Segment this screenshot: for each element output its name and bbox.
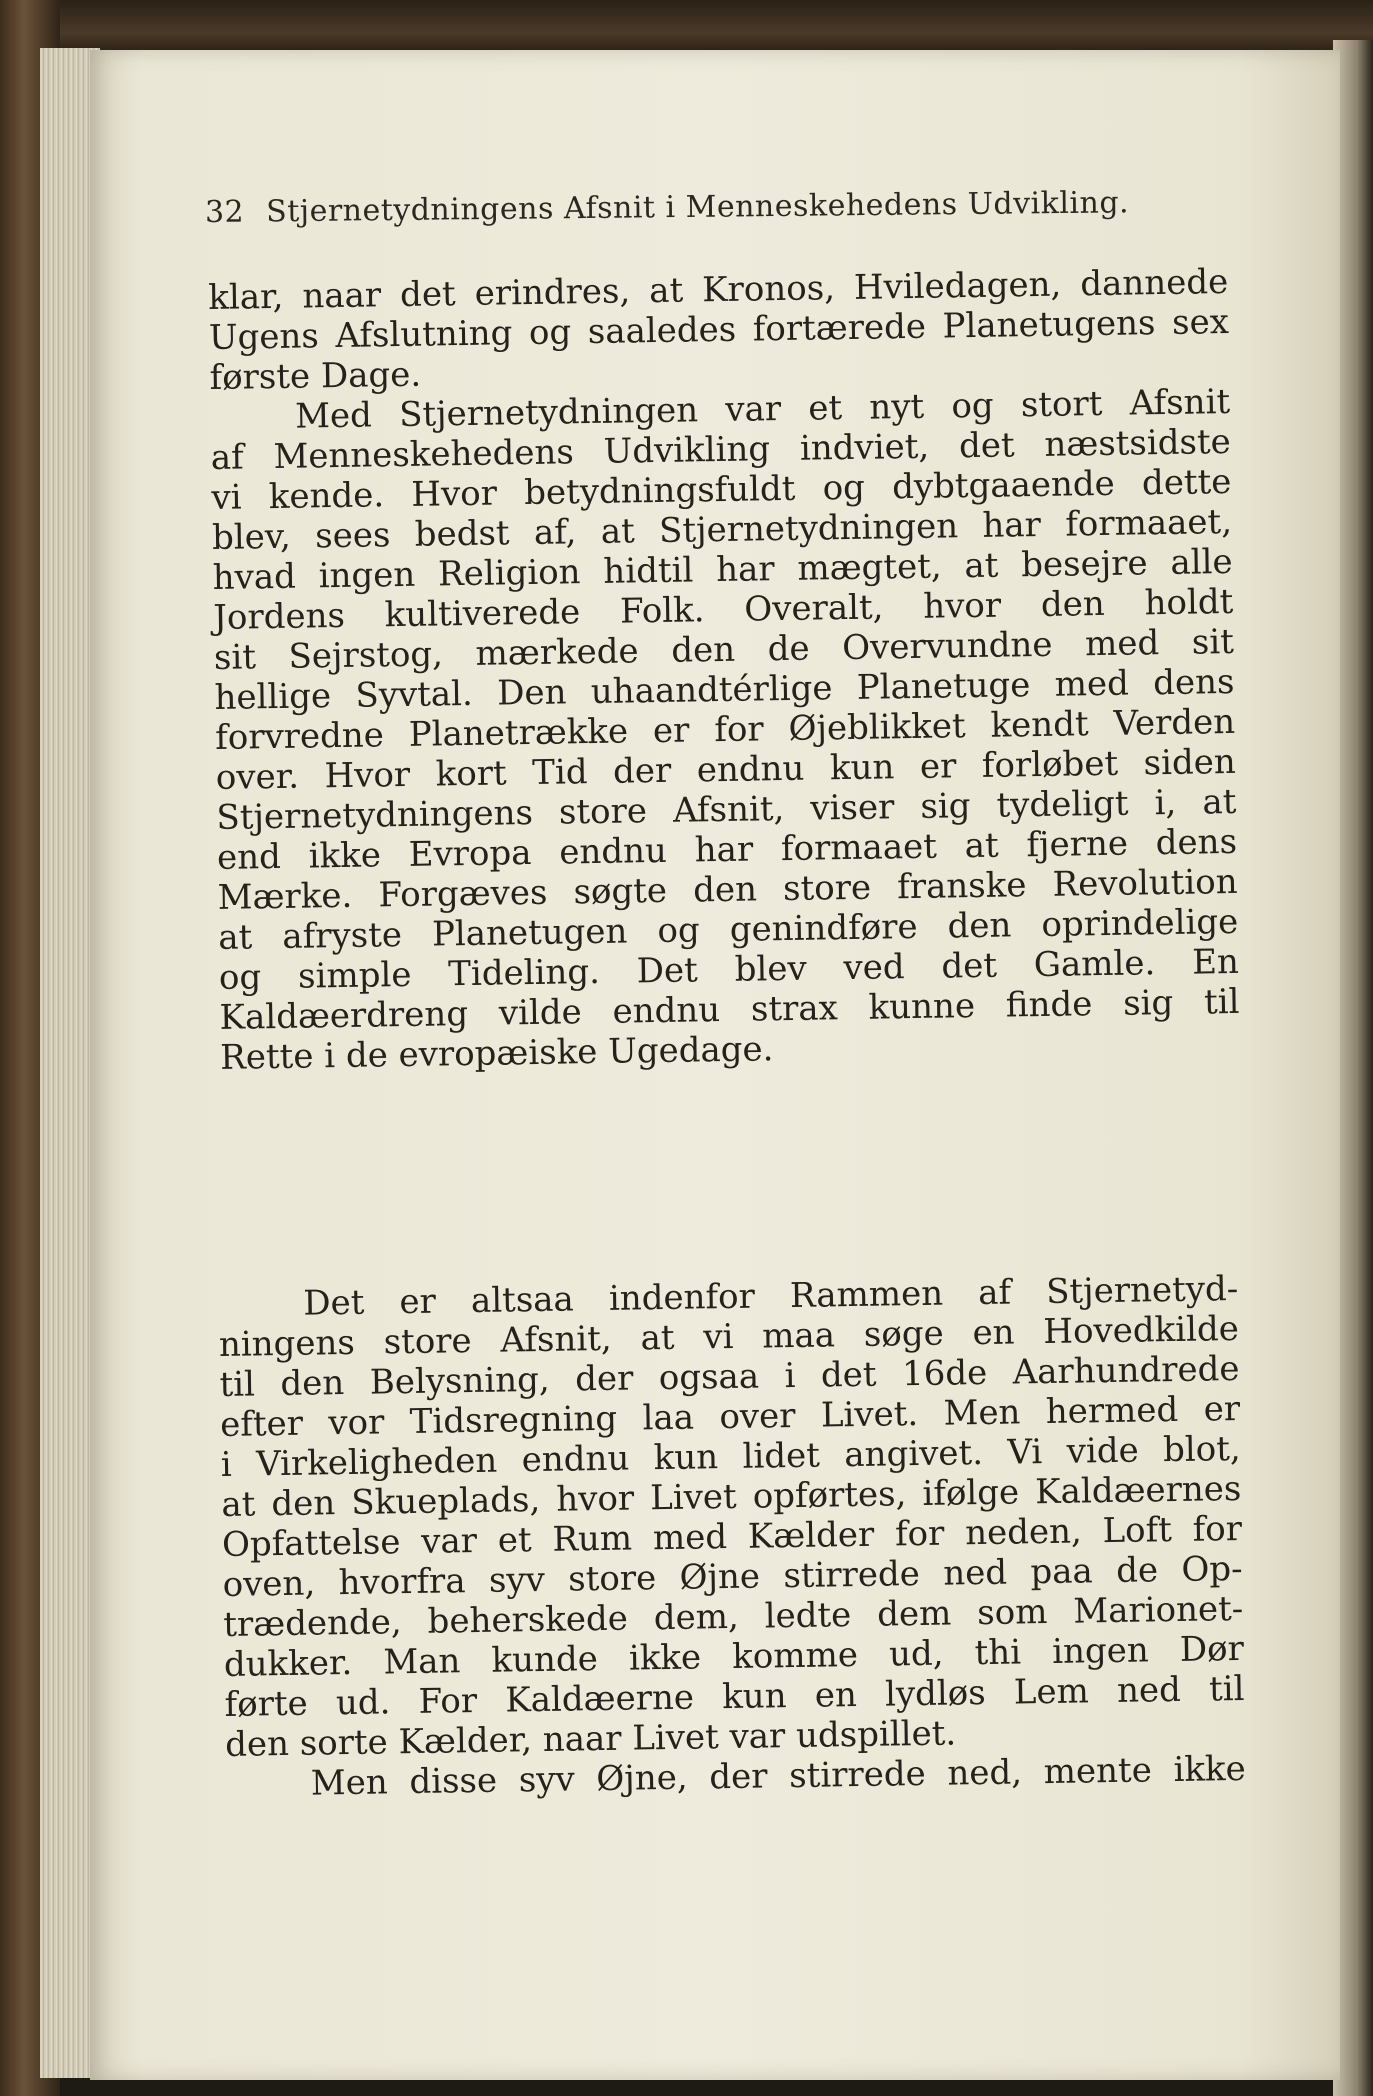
text-line: Med Stjernetydningen var et nyt og stort Afsnit: [294, 381, 1231, 437]
text-line: at den Skueplads, hvor Livet opførtes, ifølge Kaldæernes: [221, 1468, 1242, 1525]
text-line: af Menneskehedens Udvikling indviet, det næstsidste: [210, 421, 1232, 478]
text-line: Mærke. Forgæves søgte den store franske Revolution: [217, 861, 1238, 918]
text-line: til den Belysning, der ogsaa i det 16de Aarhundrede: [219, 1348, 1240, 1405]
text-line: klar, naar det erindres, at Kronos, Hviledagen, dannede: [208, 261, 1229, 318]
text-line: Jordens kultiverede Folk. Overalt, hvor den holdt: [213, 581, 1234, 638]
text-line: efter vor Tidsregning laa over Livet. Men hermed er: [219, 1388, 1241, 1445]
text-line: Stjernetydningens store Afsnit, viser sig tydeligt i, at: [216, 781, 1237, 838]
text-block-1: [208, 262, 1240, 1078]
text-line: i Virkeligheden endnu kun lidet angivet. Vi vide blot,: [220, 1428, 1242, 1485]
text-line: ningens store Afsnit, at vi maa søge en Hovedkilde: [218, 1308, 1240, 1365]
page-number: 32: [204, 194, 245, 230]
text-line: førte ud. For Kaldæerne kun en lydløs Lem ned til: [224, 1668, 1245, 1725]
running-title: Stjernetydningens Afsnit i Menneskehedens Udvikling.: [266, 185, 1130, 230]
text-line: trædende, beherskede dem, ledte dem som Marionet-: [223, 1588, 1244, 1645]
text-line: hellige Syvtal. Den uhaandtérlige Planetuge med dens: [214, 661, 1235, 718]
text-line: vi kende. Hvor betydningsfuldt og dybtgaaende dette: [211, 461, 1232, 518]
text-line: den sorte Kælder, naar Livet var udspillet.: [224, 1713, 957, 1765]
text-line: Kaldæerdreng vilde endnu strax kunne finde sig til: [219, 981, 1240, 1038]
text-line: at afryste Planetugen og genindføre den oprindelige: [218, 901, 1239, 958]
text-line: forvredne Planetrække er for Øjeblikket kendt Verden: [214, 701, 1236, 758]
text-line: Opfattelse var et Rum med Kælder for neden, Loft for: [221, 1508, 1243, 1565]
text-line: Rette i de evropæiske Ugedage.: [219, 1029, 774, 1078]
text-line: over. Hvor kort Tid der endnu kun er forløbet siden: [215, 741, 1237, 798]
text-line: oven, hvorfra syv store Øjne stirrede ned paa de Op-: [222, 1548, 1243, 1605]
text-line: dukker. Man kunde ikke komme ud, thi ingen Dør: [223, 1628, 1245, 1685]
text-line: Ugens Afslutning og saaledes fortærede Planetugens sex: [208, 301, 1230, 358]
text-line: Det er altsaa indenfor Rammen af Stjernetyd-: [302, 1268, 1239, 1324]
text-line: Men disse syv Øjne, der stirrede ned, mente ikke: [310, 1748, 1247, 1804]
text-block-2: [218, 1269, 1246, 1805]
text-line: og simple Tideling. Det blev ved det Gamle. En: [218, 941, 1240, 998]
text-line: blev, sees bedst af, at Stjernetydningen har formaaet,: [211, 501, 1233, 558]
text-line: hvad ingen Religion hidtil har mægtet, at besejre alle: [212, 541, 1233, 598]
text-line: første Dage.: [209, 354, 422, 398]
text-line: sit Sejrstog, mærkede den de Overvundne med sit: [213, 621, 1235, 678]
text-line: end ikke Evropa endnu har formaaet at fjerne dens: [216, 821, 1238, 878]
